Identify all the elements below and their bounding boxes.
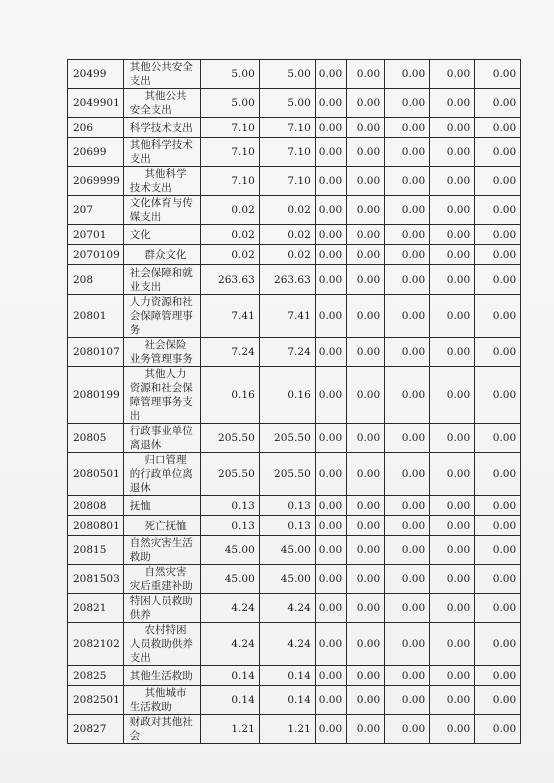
amount-cell: 0.00	[475, 536, 521, 565]
amount-cell: 0.00	[347, 118, 385, 138]
amount-cell: 0.00	[430, 594, 475, 623]
table-row	[68, 496, 521, 516]
amount-cell: 0.00	[475, 623, 521, 666]
table-row	[68, 565, 521, 594]
amount-cell: 0.00	[430, 666, 475, 686]
amount-cell: 0.00	[385, 594, 430, 623]
subject-name: 归口管理的行政单位离退休	[123, 453, 200, 496]
amount-cell: 0.00	[430, 89, 475, 118]
amount-cell: 0.00	[475, 453, 521, 496]
amount-cell: 0.00	[430, 565, 475, 594]
table-row	[68, 167, 521, 196]
amount-cell: 0.00	[430, 245, 475, 265]
amount-cell: 7.10	[200, 167, 259, 196]
amount-cell: 0.00	[347, 265, 385, 295]
amount-cell: 0.00	[475, 60, 521, 89]
subject-code: 208	[68, 265, 124, 295]
amount-cell: 45.00	[259, 565, 315, 594]
subject-name: 人力资源和社会保障管理事务	[123, 295, 200, 338]
amount-cell: 0.00	[475, 496, 521, 516]
amount-cell: 0.00	[385, 245, 430, 265]
subject-code: 2069999	[68, 167, 124, 196]
amount-cell: 0.00	[385, 516, 430, 536]
amount-cell: 205.50	[200, 453, 259, 496]
amount-cell: 0.00	[347, 715, 385, 744]
amount-cell: 0.00	[430, 367, 475, 424]
amount-cell: 0.00	[385, 367, 430, 424]
subject-name: 其他科学技术支出	[123, 167, 200, 196]
amount-cell: 0.00	[430, 338, 475, 367]
amount-cell: 0.00	[315, 424, 346, 453]
amount-cell: 0.00	[475, 594, 521, 623]
table-row	[68, 295, 521, 338]
amount-cell: 0.00	[385, 89, 430, 118]
amount-cell: 0.00	[385, 453, 430, 496]
table-row	[68, 367, 521, 424]
amount-cell: 0.14	[200, 666, 259, 686]
amount-cell: 45.00	[200, 536, 259, 565]
amount-cell: 0.00	[315, 265, 346, 295]
subject-code: 20701	[68, 225, 124, 245]
table-row	[68, 89, 521, 118]
amount-cell: 0.00	[315, 666, 346, 686]
subject-code: 2080199	[68, 367, 124, 424]
amount-cell: 0.00	[475, 89, 521, 118]
subject-name: 自然灾害灾后重建补助	[123, 565, 200, 594]
amount-cell: 0.00	[315, 118, 346, 138]
amount-cell: 5.00	[259, 60, 315, 89]
amount-cell: 0.00	[475, 118, 521, 138]
table-row	[68, 594, 521, 623]
amount-cell: 0.00	[430, 686, 475, 715]
subject-code: 20699	[68, 138, 124, 167]
budget-expenditure-table	[67, 59, 521, 744]
amount-cell: 0.00	[475, 138, 521, 167]
subject-name: 抚恤	[123, 496, 200, 516]
table-row	[68, 453, 521, 496]
table-row	[68, 338, 521, 367]
amount-cell: 0.00	[347, 623, 385, 666]
table-row	[68, 424, 521, 453]
amount-cell: 0.00	[475, 424, 521, 453]
amount-cell: 7.10	[200, 138, 259, 167]
amount-cell: 0.00	[347, 516, 385, 536]
amount-cell: 0.02	[259, 196, 315, 225]
amount-cell: 263.63	[259, 265, 315, 295]
subject-code: 2080501	[68, 453, 124, 496]
amount-cell: 0.00	[430, 225, 475, 245]
amount-cell: 0.00	[347, 367, 385, 424]
subject-name: 文化体育与传媒支出	[123, 196, 200, 225]
subject-code: 20499	[68, 60, 124, 89]
amount-cell: 205.50	[259, 453, 315, 496]
amount-cell: 0.00	[385, 715, 430, 744]
subject-code: 20805	[68, 424, 124, 453]
table-row	[68, 686, 521, 715]
amount-cell: 0.00	[475, 367, 521, 424]
subject-code: 20825	[68, 666, 124, 686]
amount-cell: 0.02	[200, 196, 259, 225]
amount-cell: 0.00	[475, 338, 521, 367]
amount-cell: 0.00	[347, 245, 385, 265]
amount-cell: 0.00	[347, 686, 385, 715]
subject-name: 农村特困人员救助供养支出	[123, 623, 200, 666]
amount-cell: 0.02	[259, 245, 315, 265]
amount-cell: 0.00	[315, 60, 346, 89]
amount-cell: 4.24	[259, 594, 315, 623]
amount-cell: 0.13	[259, 516, 315, 536]
subject-name: 社会保障和就业支出	[123, 265, 200, 295]
amount-cell: 0.00	[385, 138, 430, 167]
amount-cell: 0.00	[347, 295, 385, 338]
amount-cell: 0.00	[430, 623, 475, 666]
amount-cell: 7.24	[259, 338, 315, 367]
amount-cell: 0.00	[385, 225, 430, 245]
amount-cell: 0.00	[347, 338, 385, 367]
subject-name: 财政对其他社会	[123, 715, 200, 744]
amount-cell: 0.00	[347, 594, 385, 623]
amount-cell: 0.00	[347, 89, 385, 118]
amount-cell: 0.00	[430, 453, 475, 496]
amount-cell: 0.00	[315, 715, 346, 744]
subject-code: 20815	[68, 536, 124, 565]
amount-cell: 0.00	[315, 496, 346, 516]
subject-name: 其他公共安全支出	[123, 89, 200, 118]
amount-cell: 0.00	[385, 565, 430, 594]
amount-cell: 0.00	[347, 565, 385, 594]
subject-code: 20801	[68, 295, 124, 338]
subject-code: 2081503	[68, 565, 124, 594]
subject-name: 其他城市生活救助	[123, 686, 200, 715]
amount-cell: 0.00	[430, 118, 475, 138]
amount-cell: 7.10	[259, 138, 315, 167]
amount-cell: 0.14	[200, 686, 259, 715]
subject-name: 行政事业单位离退休	[123, 424, 200, 453]
subject-code: 2049901	[68, 89, 124, 118]
amount-cell: 0.00	[430, 295, 475, 338]
subject-code: 20827	[68, 715, 124, 744]
amount-cell: 0.00	[430, 167, 475, 196]
table-row	[68, 666, 521, 686]
amount-cell: 4.24	[200, 594, 259, 623]
amount-cell: 45.00	[259, 536, 315, 565]
amount-cell: 0.02	[200, 245, 259, 265]
amount-cell: 0.00	[347, 496, 385, 516]
subject-name: 其他生活救助	[123, 666, 200, 686]
amount-cell: 5.00	[259, 89, 315, 118]
subject-code: 207	[68, 196, 124, 225]
amount-cell: 0.00	[315, 367, 346, 424]
amount-cell: 0.02	[259, 225, 315, 245]
amount-cell: 0.00	[347, 666, 385, 686]
amount-cell: 0.00	[315, 138, 346, 167]
amount-cell: 0.00	[315, 536, 346, 565]
table-row	[68, 118, 521, 138]
subject-code: 20808	[68, 496, 124, 516]
amount-cell: 0.00	[475, 225, 521, 245]
table-row	[68, 536, 521, 565]
amount-cell: 0.00	[347, 225, 385, 245]
amount-cell: 0.00	[385, 536, 430, 565]
amount-cell: 0.00	[430, 424, 475, 453]
amount-cell: 0.00	[475, 715, 521, 744]
amount-cell: 0.00	[430, 265, 475, 295]
subject-name: 死亡抚恤	[123, 516, 200, 536]
amount-cell: 0.00	[347, 453, 385, 496]
amount-cell: 0.00	[385, 196, 430, 225]
subject-code: 2070109	[68, 245, 124, 265]
amount-cell: 0.13	[200, 496, 259, 516]
amount-cell: 0.00	[347, 536, 385, 565]
amount-cell: 0.16	[259, 367, 315, 424]
amount-cell: 0.00	[385, 496, 430, 516]
amount-cell: 0.00	[475, 245, 521, 265]
amount-cell: 0.00	[347, 138, 385, 167]
amount-cell: 263.63	[200, 265, 259, 295]
amount-cell: 0.02	[200, 225, 259, 245]
amount-cell: 7.10	[200, 118, 259, 138]
amount-cell: 0.00	[430, 496, 475, 516]
amount-cell: 0.00	[315, 295, 346, 338]
amount-cell: 7.10	[259, 118, 315, 138]
amount-cell: 0.00	[315, 516, 346, 536]
amount-cell: 0.00	[315, 623, 346, 666]
subject-name: 其他人力资源和社会保障管理事务支出	[123, 367, 200, 424]
amount-cell: 0.00	[385, 623, 430, 666]
amount-cell: 0.00	[475, 295, 521, 338]
amount-cell: 0.00	[385, 167, 430, 196]
table-row	[68, 138, 521, 167]
subject-code: 20821	[68, 594, 124, 623]
amount-cell: 0.14	[259, 686, 315, 715]
amount-cell: 205.50	[259, 424, 315, 453]
table-row	[68, 60, 521, 89]
amount-cell: 0.00	[315, 686, 346, 715]
amount-cell: 0.00	[385, 60, 430, 89]
amount-cell: 0.00	[475, 516, 521, 536]
amount-cell: 0.16	[200, 367, 259, 424]
amount-cell: 0.00	[315, 225, 346, 245]
amount-cell: 0.00	[475, 196, 521, 225]
amount-cell: 7.41	[259, 295, 315, 338]
amount-cell: 0.13	[259, 496, 315, 516]
amount-cell: 0.13	[200, 516, 259, 536]
amount-cell: 0.00	[430, 196, 475, 225]
amount-cell: 5.00	[200, 60, 259, 89]
table-row	[68, 516, 521, 536]
amount-cell: 0.00	[430, 715, 475, 744]
subject-name: 文化	[123, 225, 200, 245]
amount-cell: 0.00	[430, 138, 475, 167]
amount-cell: 0.00	[430, 536, 475, 565]
amount-cell: 0.00	[385, 295, 430, 338]
table-row	[68, 265, 521, 295]
subject-code: 2080801	[68, 516, 124, 536]
amount-cell: 205.50	[200, 424, 259, 453]
amount-cell: 0.00	[430, 60, 475, 89]
subject-name: 科学技术支出	[123, 118, 200, 138]
amount-cell: 0.00	[347, 167, 385, 196]
subject-name: 群众文化	[123, 245, 200, 265]
amount-cell: 0.00	[347, 60, 385, 89]
subject-code: 2080107	[68, 338, 124, 367]
amount-cell: 4.24	[200, 623, 259, 666]
amount-cell: 0.00	[315, 89, 346, 118]
amount-cell: 4.24	[259, 623, 315, 666]
table-row	[68, 196, 521, 225]
amount-cell: 0.14	[259, 666, 315, 686]
amount-cell: 0.00	[385, 265, 430, 295]
amount-cell: 0.00	[385, 686, 430, 715]
amount-cell: 0.00	[430, 516, 475, 536]
amount-cell: 0.00	[475, 686, 521, 715]
amount-cell: 0.00	[475, 666, 521, 686]
table-row	[68, 245, 521, 265]
amount-cell: 0.00	[347, 424, 385, 453]
subject-name: 自然灾害生活救助	[123, 536, 200, 565]
amount-cell: 0.00	[315, 453, 346, 496]
subject-name: 社会保险业务管理事务	[123, 338, 200, 367]
amount-cell: 0.00	[475, 565, 521, 594]
amount-cell: 0.00	[315, 196, 346, 225]
subject-code: 2082501	[68, 686, 124, 715]
amount-cell: 0.00	[475, 167, 521, 196]
amount-cell: 45.00	[200, 565, 259, 594]
amount-cell: 0.00	[315, 565, 346, 594]
amount-cell: 7.41	[200, 295, 259, 338]
subject-code: 206	[68, 118, 124, 138]
amount-cell: 0.00	[315, 167, 346, 196]
amount-cell: 0.00	[385, 118, 430, 138]
table-row	[68, 715, 521, 744]
amount-cell: 1.21	[259, 715, 315, 744]
amount-cell: 0.00	[475, 265, 521, 295]
amount-cell: 0.00	[315, 594, 346, 623]
subject-name: 特困人员救助供养	[123, 594, 200, 623]
subject-name: 其他科学技术支出	[123, 138, 200, 167]
amount-cell: 1.21	[200, 715, 259, 744]
subject-code: 2082102	[68, 623, 124, 666]
amount-cell: 0.00	[385, 338, 430, 367]
amount-cell: 7.10	[259, 167, 315, 196]
amount-cell: 0.00	[315, 338, 346, 367]
amount-cell: 0.00	[385, 424, 430, 453]
amount-cell: 7.24	[200, 338, 259, 367]
amount-cell: 0.00	[315, 245, 346, 265]
table-row	[68, 623, 521, 666]
subject-name: 其他公共安全支出	[123, 60, 200, 89]
table-row	[68, 225, 521, 245]
amount-cell: 0.00	[347, 196, 385, 225]
amount-cell: 5.00	[200, 89, 259, 118]
amount-cell: 0.00	[385, 666, 430, 686]
